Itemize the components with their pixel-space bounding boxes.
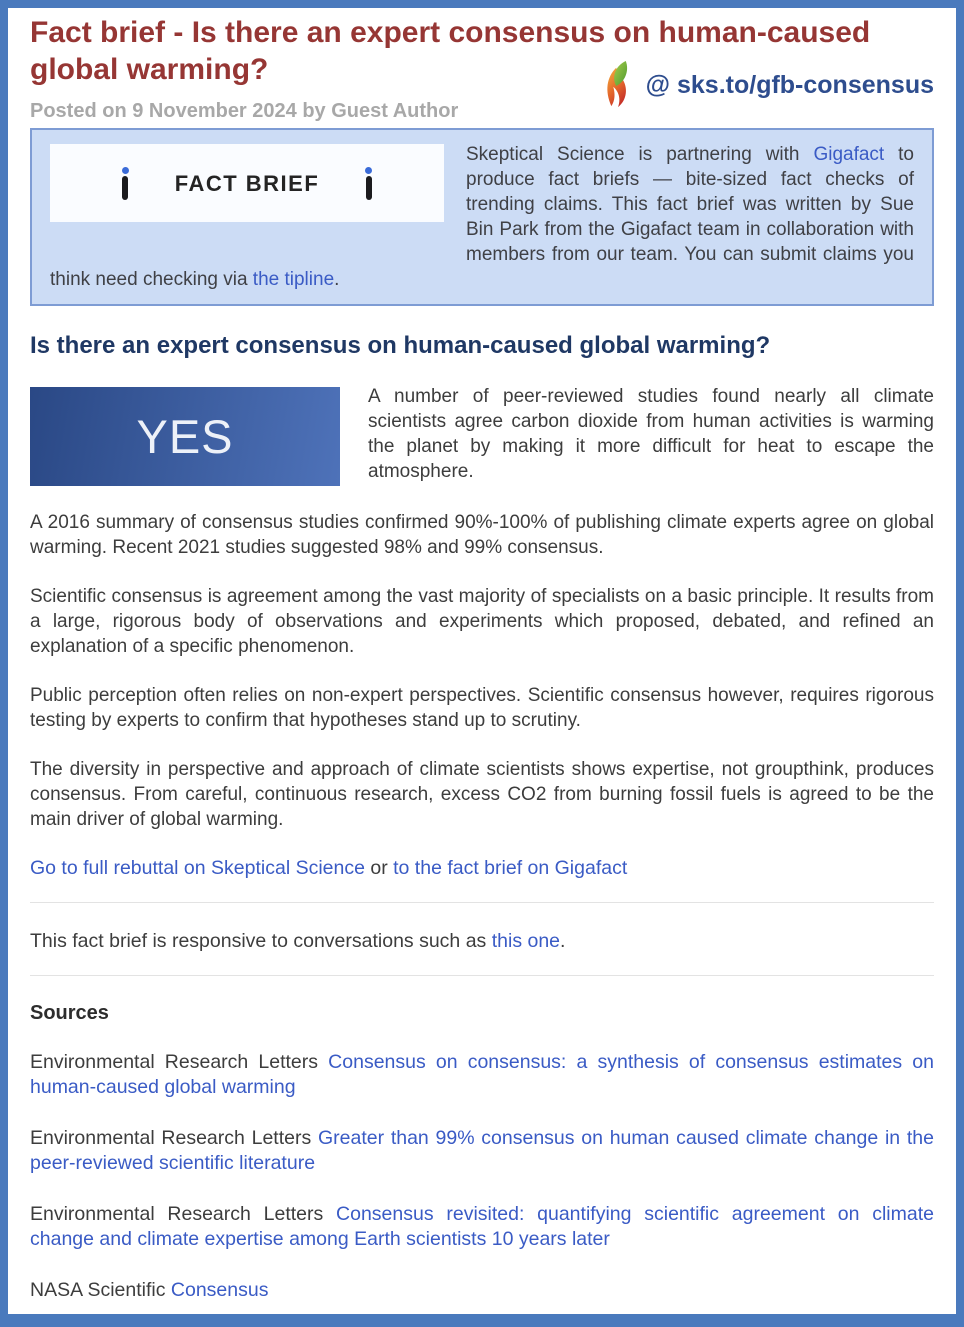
source-item [30, 1202, 934, 1252]
rebuttal-links-separator: or [364, 857, 394, 879]
answer-summary: A number of peer-reviewed studies found nearly all climate scientists agree carbon dioxide from human activities is warming the planet by making it more difficult for heat to escape the atmosphere. [368, 386, 934, 482]
sources-heading: Sources [30, 1002, 109, 1024]
fact-brief-text: . [334, 269, 340, 290]
fact-brief-logo [50, 144, 444, 222]
rebuttal-links-line [30, 856, 934, 881]
body-paragraph: Scientific consensus is agreement among the vast majority of specialists on a basic principle. It results from a large, rigorous body of observations and experiments which proposed, debated, and refined an explanation of a specific phenomenon. [30, 586, 934, 657]
source-item [30, 1126, 934, 1176]
body-paragraph: Public perception often relies on non-expert perspectives. Scientific consensus however, requires rigorous testing by experts to confirm that hypotheses stand up to scrutiny. [30, 685, 934, 731]
gigafact-mark-icon [122, 167, 129, 200]
source-publisher: NASA Scientific [30, 1279, 166, 1301]
divider [30, 902, 934, 903]
source-publisher: Environmental Research Letters [30, 1203, 324, 1225]
responsive-note-suffix: . [560, 930, 566, 952]
rebuttal-link-gigafact[interactable]: to the fact brief on Gigafact [393, 857, 628, 879]
body-paragraph: The diversity in perspective and approach of climate scientists shows expertise, not groupthink, produces consensus. From careful, continuous research, excess CO2 from burning fossil fuels is agreed to be the main driver of global warming. [30, 759, 934, 830]
yes-answer-label: YES [136, 410, 234, 463]
responsive-note-text: This fact brief is responsive to conversations such as [30, 930, 487, 952]
fact-brief-text: to produce fact briefs — bite-sized fact checks of trending claims. This fact brief was written by Sue Bin Park from the Gigafact team in collaboration with members from our team. You can submit claims you think need checking via [50, 144, 914, 290]
article [8, 14, 956, 1303]
yes-answer-box [30, 387, 340, 486]
source-link[interactable]: Consensus [170, 1279, 269, 1301]
source-item [30, 1050, 934, 1100]
page-title: Fact brief - Is there an expert consensus on human-caused global warming? [30, 16, 871, 86]
share-url-link[interactable]: @ sks.to/gfb-consensus [645, 70, 934, 99]
source-publisher: Environmental Research Letters [30, 1127, 312, 1149]
fact-brief-logo-label: FACT BRIEF [174, 170, 320, 196]
posted-line: Posted on 9 November 2024 by Guest Author [30, 100, 459, 122]
fact-brief-text: Skeptical Science is partnering with [466, 144, 800, 165]
gigafact-link[interactable]: Gigafact [813, 144, 885, 165]
body-paragraph: A 2016 summary of consensus studies confirmed 90%-100% of publishing climate experts agree on global warming. Recent 2021 studies suggested 98% and 99% consensus. [30, 512, 934, 558]
responsive-note [30, 929, 934, 954]
tipline-link[interactable]: the tipline [252, 269, 335, 290]
source-link[interactable]: Consensus revisited: quantifying scientific agreement on climate change and climate expertise among Earth scientists 10 years later [30, 1203, 934, 1250]
skeptical-science-flame-icon [600, 61, 640, 109]
fact-brief-box [30, 128, 934, 306]
question-heading: Is there an expert consensus on human-caused global warming? [30, 332, 771, 359]
source-item [30, 1278, 934, 1303]
answer-row [30, 387, 934, 486]
source-link[interactable]: Consensus on consensus: a synthesis of consensus estimates on human-caused global warming [30, 1051, 934, 1098]
conversation-link[interactable]: this one [491, 930, 561, 952]
source-link[interactable]: Greater than 99% consensus on human caused climate change in the peer-reviewed scientific literature [30, 1127, 934, 1174]
rebuttal-link-skeptical-science[interactable]: Go to full rebuttal on Skeptical Science [30, 857, 365, 879]
gigafact-mark-icon [365, 167, 372, 200]
divider [30, 975, 934, 976]
source-publisher: Environmental Research Letters [30, 1051, 319, 1073]
